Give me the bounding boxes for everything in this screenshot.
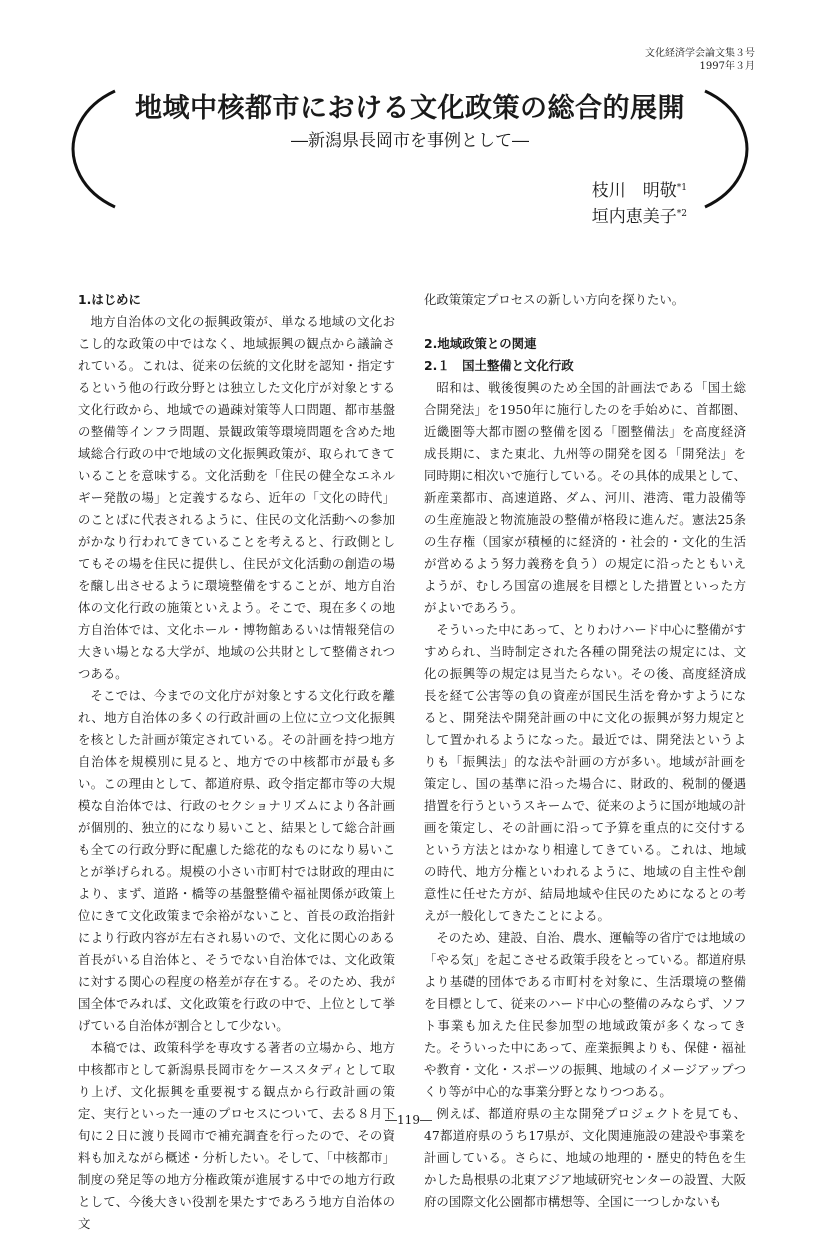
intro-paragraph-1: 地方自治体の文化の振興政策が、単なる地域の文化おこし的な政策の中ではなく、地域振興の観点から議論されている。これは、従来の伝統的文化財を認知・指定するという他の行政分野とは独立した文化庁が対象とする文化行政から、地域での過疎対策等人口問題、都市基盤の整備等インフラ問題、景観政策等環境問題を含めた地域総合行政の中で地域の文化振興政策が、取られてきていることを意味する。文化活動を「住民の健全なエネルギー発散の場」と定義するなら、近年の「文化の時代」のことばに代表されるように、住民の文化活動への参加がかなり行われてきていることを考えると、行政側としてもその場を住民に提供し、住民が文化活動の創造の場を醸し出させるように環境整備をすることが、地方自治体の文化行政の施策といえよう。そこで、現在多くの地方自治体では、文化ホール・博物館あるいは情報発信の大きい場となる大学が、地域の公共財として整備されつつある。 — [78, 314, 395, 681]
intro-continuation: 化政策策定プロセスの新しい方向を探りたい。 — [424, 292, 685, 307]
page-number: ―119― — [385, 1113, 432, 1127]
section-gap — [424, 311, 746, 333]
author-1 — [592, 180, 687, 202]
subsection-heading: 2.１ 国土整備と文化行政 — [424, 358, 574, 373]
paper-subtitle: ―新潟県長岡市を事例として― — [291, 131, 529, 151]
policy-paragraph-2: そういった中にあって、とりわけハード中心に整備がすすめられ、当時制定された各種の開発法の規定には、文化の振興等の規定は見当たらない。その後、高度経済成長を経て公害等の負の資産が国民生活を脅かすようになると、開発法や開発計画の中に文化の振興が努力規定として置かれるようになった。最近では、開発法というよりも「振興法」的な法や計画の方が多い。地域が計画を策定し、国の基準に沿った場合に、財政的、税制的優遇措置を行うというスキームで、従来のように国が地域の計画を策定し、その計画に沿って予算を重点的に交付するという方法とはかなり相違してきている。これは、地域の時代、地方分権といわれるように、地域の自主性や創意性に任せた方が、結局地域や住民のためになるとの考えが一般化してきたことによる。 — [424, 622, 746, 923]
section-heading-intro: 1.はじめに — [78, 292, 141, 307]
journal-info — [645, 47, 755, 73]
author-name: 枝川 明敬 — [591, 181, 677, 201]
left-column — [78, 289, 395, 1235]
intro-paragraph-3: 本稿では、政策科学を専攻する著者の立場から、地方中核都市として新潟県長岡市をケーススタディとして取り上げ、文化振興を重要視する観点から行政計画の策定、実行といった一連のプロセスについて、去る８月下旬に２日に渡り長岡市で補充調査を行ったので、その資料も加えながら概述・分析したい。そして、「中核都市」制度の発足等の地方分権政策が進展する中での地方行政として、今後大きい役割を果たすであろう地方自治体の文 — [78, 1040, 395, 1231]
paper-title: 地域中核都市における文化政策の総合的展開 — [135, 93, 685, 124]
section-heading-policy: 2.地域政策との関連 — [424, 336, 537, 351]
author-2 — [592, 206, 687, 228]
journal-date: 1997年３月 — [699, 61, 755, 72]
policy-paragraph-1: 昭和は、戦後復興のため全国的計画法である「国土総合開発法」を1950年に施行したのを手始めに、首都圏、近畿圏等大都市圏の整備を図る「圏整備法」を高度経済成長期に、また東北、九州等の開発を図る「開発法」を同時期に相次いで施行している。その具体的成果として、新産業都市、高速道路、ダム、河川、港湾、電力設備等の生産施設と物流施設の整備が格段に進んだ。憲法25条の生存権（国家が積極的に経済的・社会的・文化的生活が営めるよう努力義務を負う）の規定に沿ったともいえようが、むしろ国富の進展を目標とした措置といった方がよいであろう。 — [424, 380, 746, 615]
author-name: 垣内恵美子 — [591, 207, 677, 227]
author-footnote-mark: *1 — [676, 183, 687, 193]
right-parenthesis-ornament — [700, 88, 750, 210]
author-footnote-mark: *2 — [676, 209, 687, 219]
left-parenthesis-ornament — [70, 88, 120, 210]
intro-paragraph-2: そこでは、今までの文化庁が対象とする文化行政を離れ、地方自治体の多くの行政計画の上位に立つ文化振興を核とした計画が策定されている。その計画を持つ地方自治体を規模別に見ると、地方での中核都市が最も多い。この理由として、都道府県、政令指定都市等の大規模な自治体では、行政のセクショナリズムにより各計画が個別的、独立的になり易いこと、結果として総合計画も全ての行政分野に配慮した総花的なものになり易いことが挙げられる。規模の小さい市町村では財政的理由により、まず、道路・橋等の基盤整備や福祉関係が政策上位にきて文化政策まで余裕がないこと、首長の政治指針により行政内容が左右され易いので、文化に関心のある首長がいる自治体と、そうでない自治体では、文化政策に対する関心の程度の格差が存在する。そのため、我が国全体でみれば、文化政策を行政の中で、上位として挙げている自治体が割合として少ない。 — [78, 688, 395, 1033]
policy-paragraph-3: そのため、建設、自治、農水、運輸等の省庁では地域の「やる気」を起こさせる政策手段をとっている。都道府県より基礎的団体である市町村を対象に、生活環境の整備を目標として、従来のハード中心の整備のみならず、ソフト事業も加えた住民参加型の地域政策が多くなってきた。そういった中にあって、産業振興よりも、保健・福祉や教育・文化・スポーツの振興、地域のイメージアップつくり等が中心的な事業分野となりつつある。 — [424, 930, 746, 1099]
right-column — [424, 289, 746, 1213]
journal-name: 文化経済学会論文集３号 — [645, 48, 755, 59]
policy-paragraph-4: 例えば、都道府県の主な開発プロジェクトを見ても、47都道府県のうち17県が、文化関連施設の建設や事業を計画している。さらに、地域の地理的・歴史的特色を生かした島根県の北東アジア地域研究センターの設置、大阪府の国際文化公園都市構想等、全国に一つしかないも — [424, 1106, 746, 1209]
